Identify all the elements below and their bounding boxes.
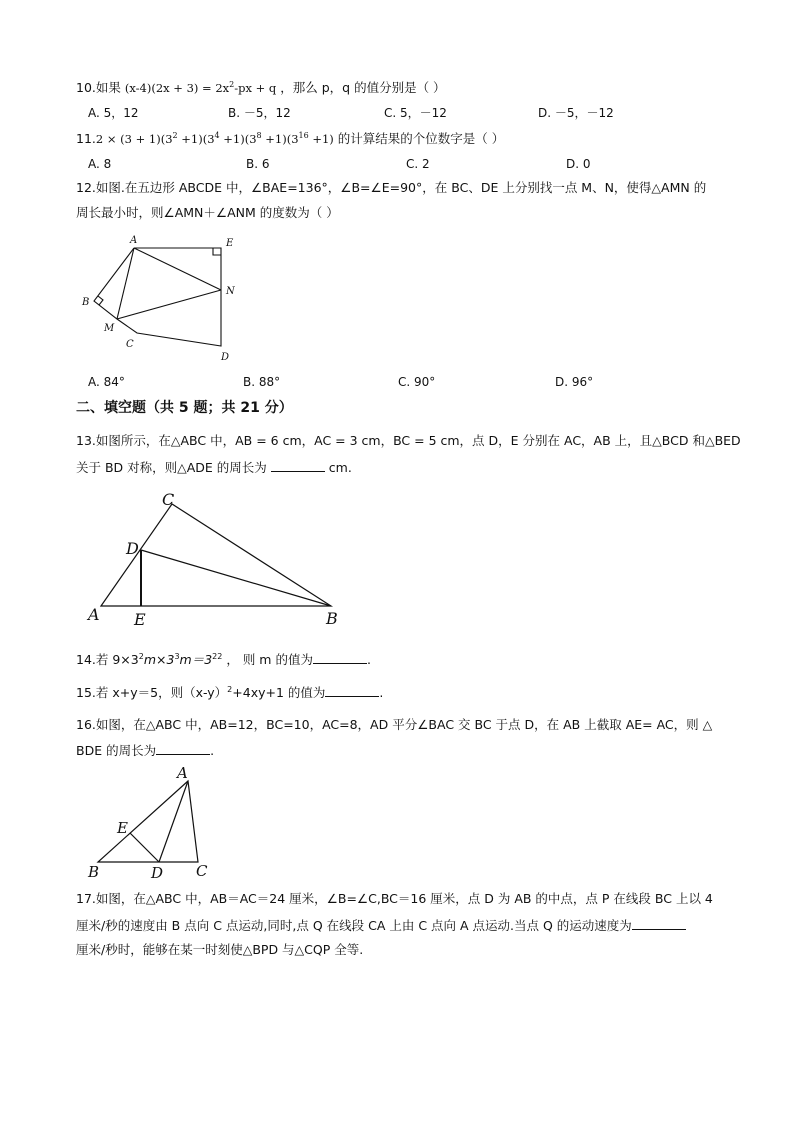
label-a: A [177,764,188,782]
q11-expression: $2 \times (3 + 1)(3^2 +1)(3^4 +1)(3^8 +1)(3^{16} +1)$ [95,131,334,146]
label-b: B [82,297,90,308]
label-e: E [134,610,146,629]
q10-option-d[interactable]: D. －5，－12 [538,106,614,120]
q11-option-d[interactable]: D. 0 [566,157,591,171]
label-c: C [196,862,208,880]
label-m: M [104,323,115,334]
q13-line-1: 13.如图所示，在△ABC 中，AB = 6 cm，AC = 3 cm，BC = 5 cm，点 D，E 分别在 AC，AB 上，且△BCD 和△BED [76,433,741,448]
q13-answer-blank[interactable] [271,457,325,472]
q16-line-2: BDE 的周长为 . [76,740,214,760]
label-d: D [221,352,230,363]
segment-an [134,248,221,290]
q16-answer-blank[interactable] [156,740,210,755]
q10-option-c[interactable]: C. 5，－12 [384,106,447,120]
label-n: N [226,286,235,297]
q17-answer-blank[interactable] [632,915,686,930]
q11-option-b[interactable]: B. 6 [246,157,270,171]
q14-answer-blank[interactable] [313,649,367,664]
q12-pentagon-figure [76,230,256,365]
q15-answer-blank[interactable] [325,682,379,697]
q11-option-a[interactable]: A. 8 [88,157,112,171]
q10-option-a[interactable]: A. 5，12 [88,106,139,120]
label-d: D [151,864,164,882]
label-b: B [326,609,338,628]
q16-triangle-figure [76,763,226,883]
question-10-stem: 10.如果 $(x-4)(2x + 3) = 2x^2-px + q$ ，那么 p，q 的值分别是（ ） [76,80,446,95]
segment-db [141,550,331,606]
q12-option-d[interactable]: D. 96° [555,375,594,389]
q12-option-b[interactable]: B. 88° [243,375,281,389]
question-14: 14.若 $9\times 3^2m\times 3^3m=3^{22}$ ， 则 m 的值为 . [76,649,371,669]
q11-option-c[interactable]: C. 2 [406,157,430,171]
section-2-title: 二、填空题（共 5 题；共 21 分） [76,400,293,416]
label-a: A [130,235,138,246]
label-c: C [162,490,175,509]
question-15: 15.若 x+y＝5，则$(x-y)^2+4xy+1$ 的值为 . [76,682,383,702]
q12-option-a[interactable]: A. 84° [88,375,125,389]
q16-line-1: 16.如图，在△ABC 中，AB=12，BC=10，AC=8，AD 平分∠BAC 交 BC 于点 D，在 AB 上截取 AE= AC，则 △ [76,717,713,732]
q10-expression: $(x-4)(2x + 3) = 2x^2-px + q$ [124,80,277,95]
label-d: D [126,539,139,558]
q12-line-2: 周长最小时，则∠AMN＋∠ANM 的度数为（ ） [76,205,339,220]
question-11-stem: $11.2 \times (3 + 1)(3^2 +1)(3^4 +1)(3^8 +1)(3^{16} +1)$ 的计算结果的个位数字是（ ） [76,131,505,146]
q12-option-c[interactable]: C. 90° [398,375,436,389]
q13-line-2: 关于 BD 对称，则△ADE 的周长为 cm. [76,457,352,477]
label-b: B [88,863,100,881]
q12-line-1: 12.如图.在五边形 ABCDE 中，∠BAE=136°，∠B=∠E=90°，在 BC、DE 上分别找一点 M、N，使得△AMN 的 [76,180,707,195]
right-angle-e-mark [213,248,221,255]
label-c: C [126,339,134,350]
q17-line-1: 17.如图，在△ABC 中，AB＝AC＝24 厘米，∠B=∠C,BC＝16 厘米，点 D 为 AB 的中点，点 P 在线段 BC 上以 4 [76,891,713,906]
q17-line-3: 厘米/秒时，能够在某一时刻使△BPD 与△CQP 全等. [76,942,364,957]
right-angle-b-mark [98,296,103,305]
q17-line-2: 厘米/秒的速度由 B 点向 C 点运动,同时,点 Q 在线段 CA 上由 C 点向 A 点运动.当点 Q 的运动速度为 [76,915,686,935]
triangle-abc [98,781,198,862]
label-e: E [117,819,128,837]
label-e: E [226,238,234,249]
label-a: A [88,605,100,624]
segment-ed [130,833,159,862]
q10-option-b[interactable]: B. －5，12 [228,106,291,120]
segment-ad [159,781,188,862]
segment-mn [117,290,221,319]
q13-triangle-figure [76,488,356,633]
